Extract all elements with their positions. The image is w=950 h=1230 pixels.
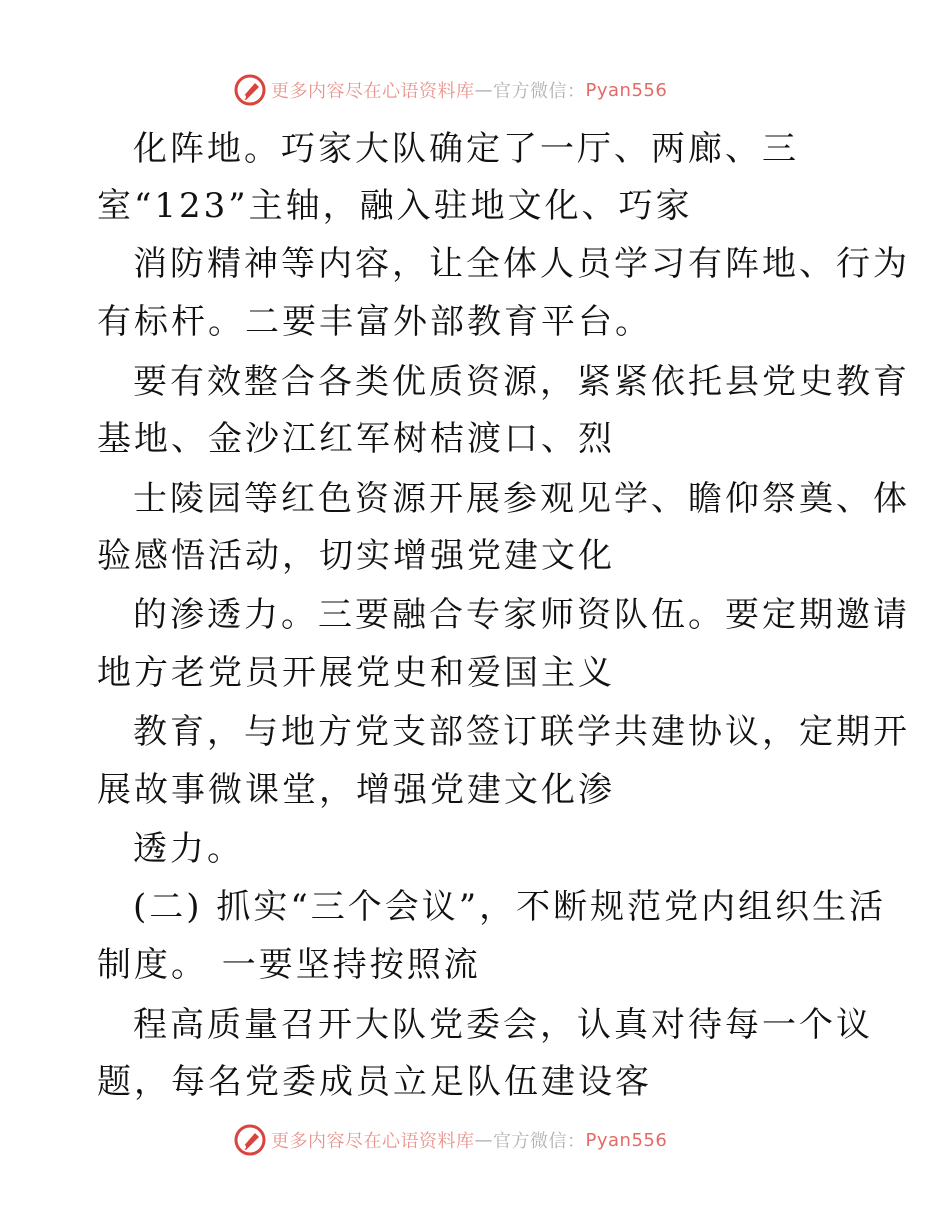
text-line: 室“123”主轴，融入驻地文化、巧家: [97, 186, 693, 226]
watermark-label: 官方微信：: [493, 81, 586, 102]
section-heading: (二) 抓实“三个会议”，不断规范党内组织生活: [133, 887, 887, 927]
watermark-text: 更多内容尽在心语资料库: [271, 81, 475, 102]
text-line: 制度。 一要坚持按照流: [97, 945, 481, 985]
text-line: 地方老党员开展党史和爱国主义: [97, 653, 615, 693]
watermark-top: [233, 73, 667, 107]
watermark-id: Pyan556: [585, 1129, 668, 1151]
text-line: 消防精神等内容，让全体人员学习有阵地、行为: [133, 244, 910, 284]
text-line: 透力。: [133, 829, 244, 869]
text-line: 展故事微课堂，增强党建文化渗: [97, 770, 615, 810]
watermark-separator: —: [474, 79, 493, 101]
watermark-id: Pyan556: [585, 79, 668, 101]
text-line: 教育，与地方党支部签订联学共建协议，定期开: [133, 712, 910, 752]
watermark-label: 官方微信：: [493, 1131, 586, 1152]
watermark-bottom: [233, 1123, 667, 1157]
text-line: 要有效整合各类优质资源，紧紧依托县党史教育: [133, 362, 910, 402]
text-line: 士陵园等红色资源开展参观见学、瞻仰祭奠、体: [133, 479, 910, 519]
text-line: 题，每名党委成员立足队伍建设客: [97, 1062, 652, 1102]
text-line: 化阵地。巧家大队确定了一厅、两廊、三: [133, 129, 799, 169]
watermark-text: 更多内容尽在心语资料库: [271, 1131, 475, 1152]
pen-nib-circle-icon: [233, 1123, 267, 1157]
text-line: 验感悟活动，切实增强党建文化: [97, 536, 615, 576]
text-line: 的渗透力。三要融合专家师资队伍。要定期邀请: [133, 595, 910, 635]
text-line: 程高质量召开大队党委会，认真对待每一个议: [133, 1005, 873, 1045]
pen-nib-circle-icon: [233, 73, 267, 107]
text-line: 基地、金沙江红军树桔渡口、烈: [97, 419, 615, 459]
text-line: 有标杆。二要丰富外部教育平台。: [97, 302, 652, 342]
watermark-separator: —: [474, 1129, 493, 1151]
